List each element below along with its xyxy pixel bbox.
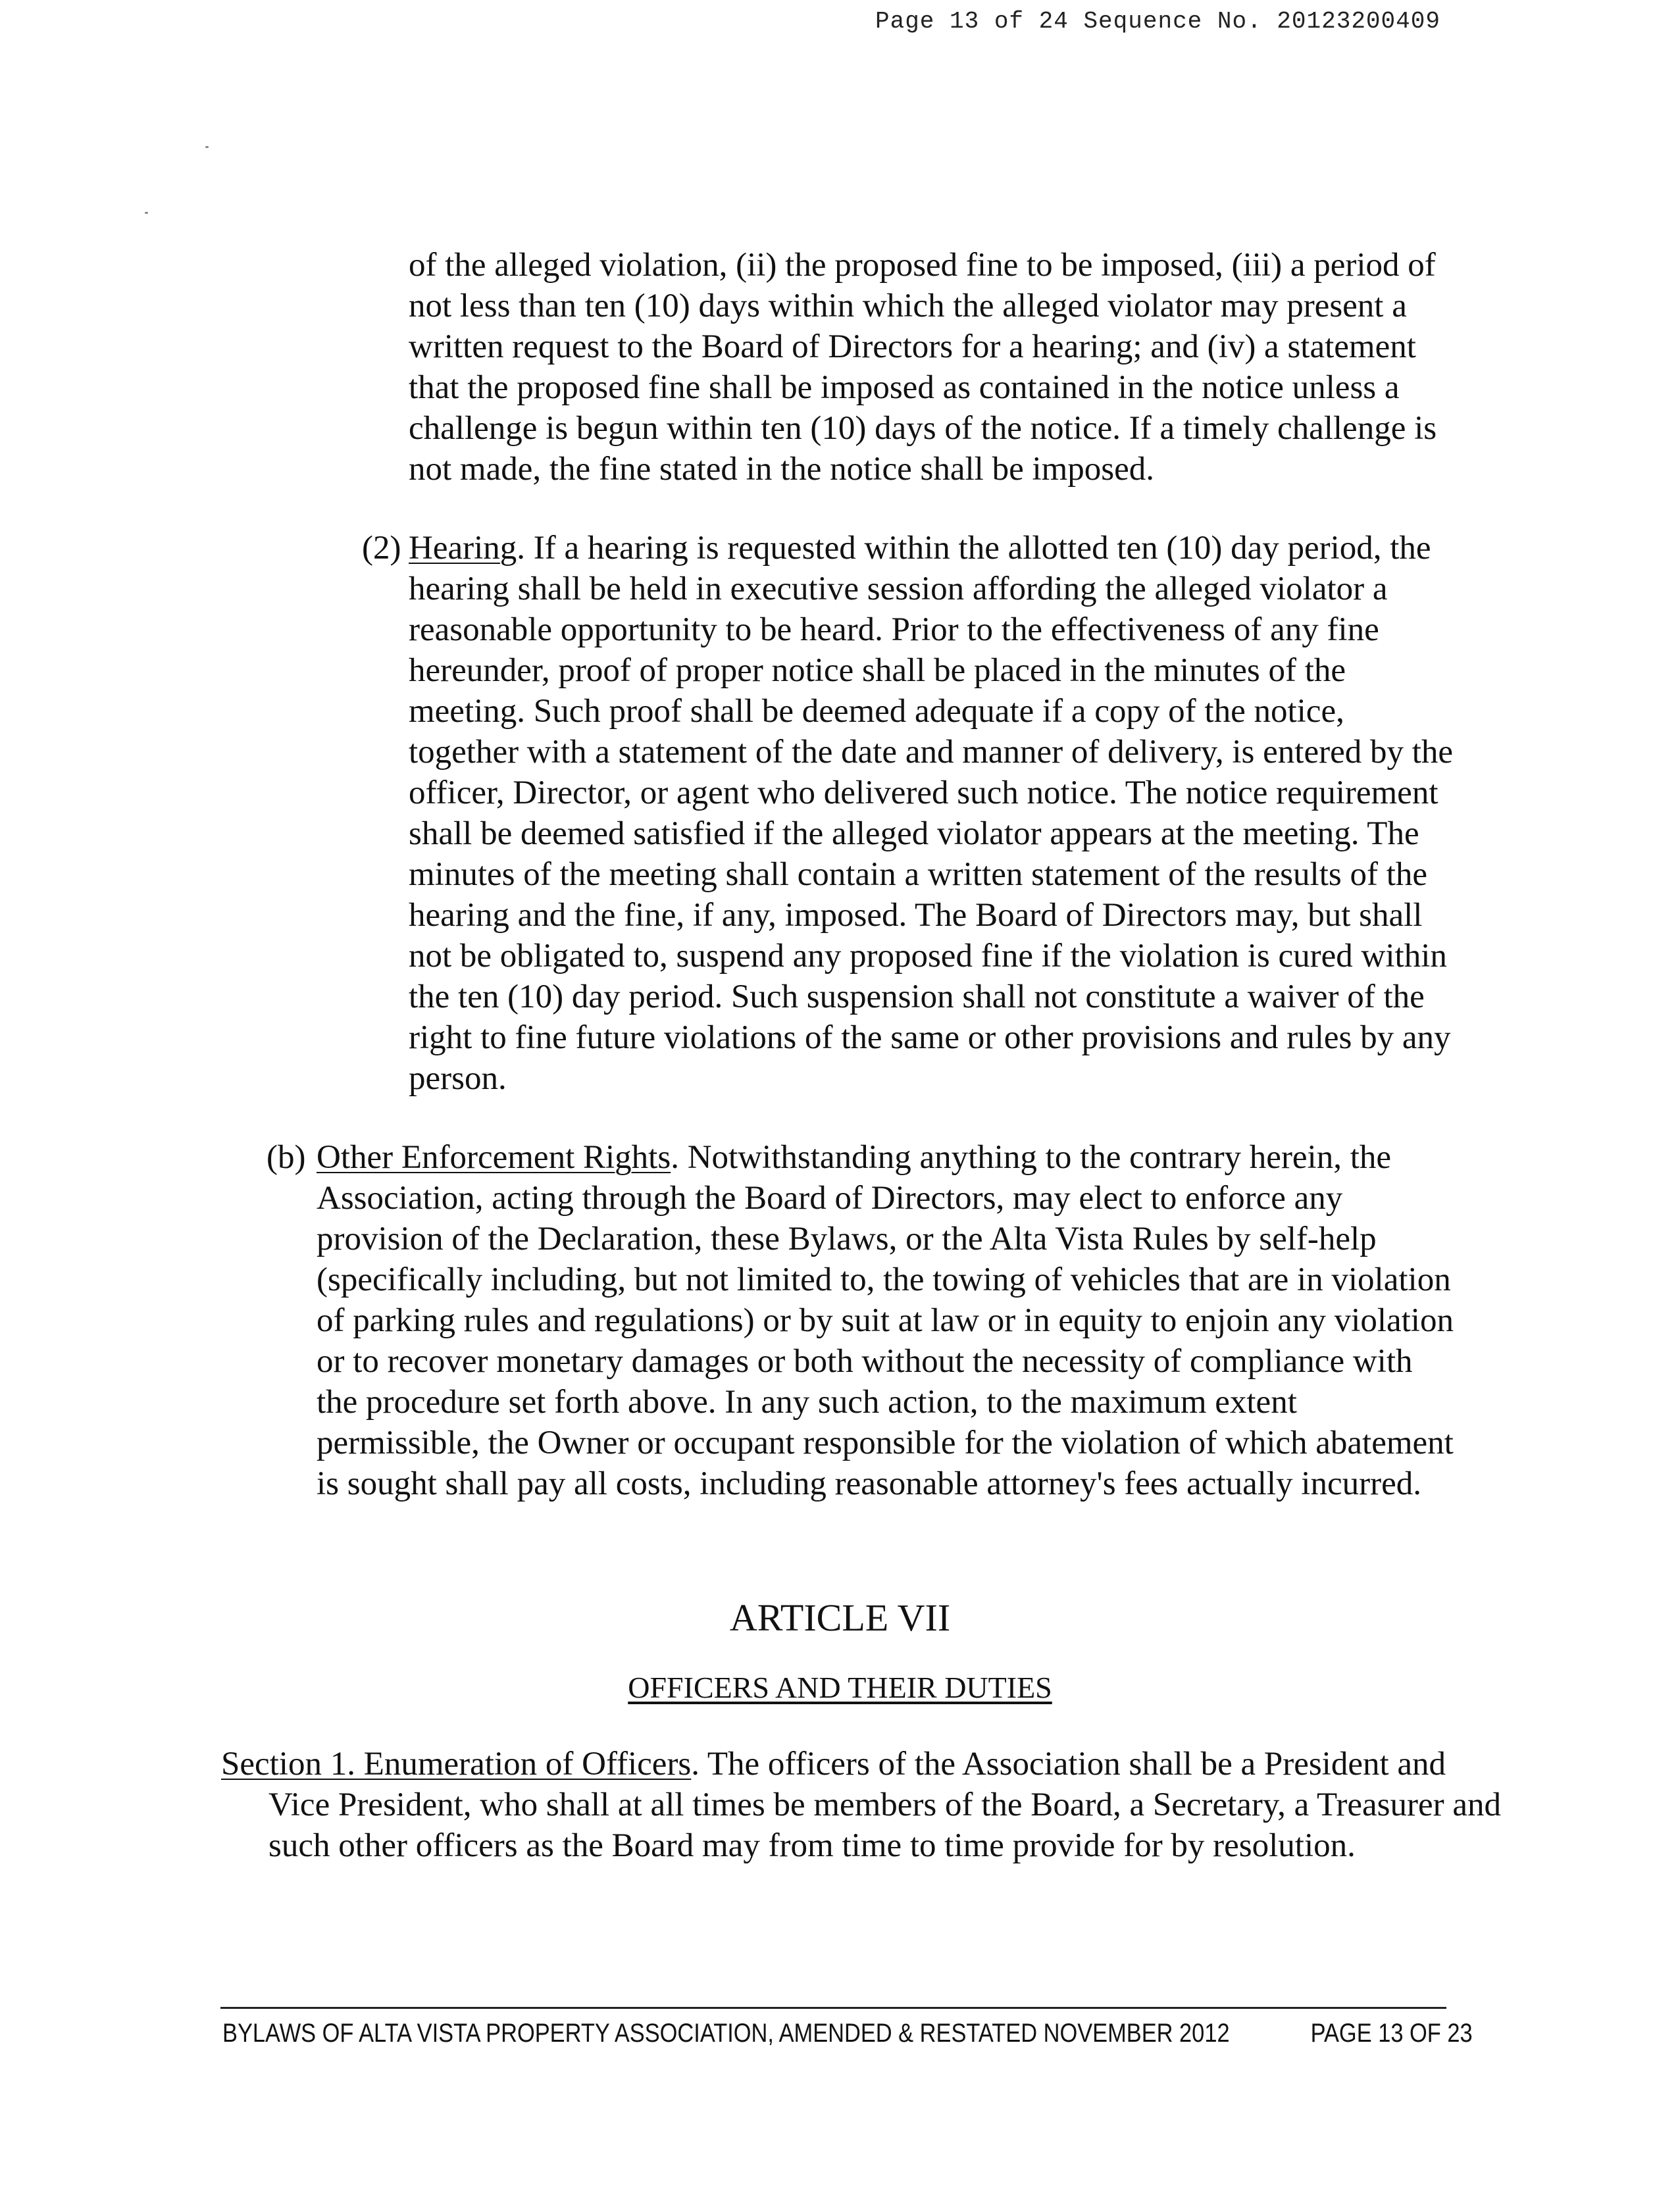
other-enforcement-text: . Notwithstanding anything to the contrary herein, the Association, acting through the Board of Directors, may elect to enforce any provision of the Declaration, these Bylaws, or the Alta Vista Rules by self-help (specifically including, but not limited to, the towing of vehicles that are in violation of parking rules and regulations) or by suit at law or in equity to enjoin any violation or to recover monetary damages or both without the necessity of compliance with the procedure set forth above. In any such action, to the maximum extent permissible, the Owner or occupant responsible for the violation of which abatement is sought shall pay all costs, including reasonable attorney's fees actually incurred. xyxy=(317,1139,1454,1502)
continuation-paragraph: of the alleged violation, (ii) the proposed fine to be imposed, (iii) a period of not less than ten (10) days within which the alleged violator may present a written request to the Board of Directors for a hearing; and (iv) a statement that the proposed fine shall be imposed as contained in the notice unless a challenge is begun within ten (10) days of the notice. If a timely challenge is not made, the fine stated in the notice shall be imposed. xyxy=(409,247,1437,488)
scan-speck xyxy=(145,212,148,214)
article-subtitle: OFFICERS AND THEIR DUTIES xyxy=(628,1671,1052,1704)
other-enforcement-heading: Other Enforcement Rights xyxy=(317,1139,671,1176)
article-title: ARTICLE VII xyxy=(729,1596,951,1639)
footer-document-title: BYLAWS OF ALTA VISTA PROPERTY ASSOCIATION, AMENDED & RESTATED NOVEMBER 2012 xyxy=(222,2019,1230,2048)
hearing-marker: (2) xyxy=(362,530,401,567)
scan-speck xyxy=(205,146,209,148)
other-enforcement-paragraph xyxy=(317,1137,1462,1504)
section1-heading: Section 1. Enumeration of Officers xyxy=(221,1746,692,1783)
hearing-paragraph xyxy=(409,528,1462,1099)
section1-paragraph xyxy=(221,1744,1509,1866)
hearing-heading: Hearing xyxy=(409,530,517,567)
hearing-text: . If a hearing is requested within the allotted ten (10) day period, the hearing shall be held in executive session affording the alleged violator a reasonable opportunity to be heard. Prior to the effectiveness of any fine hereunder, proof of proper notice shall be placed in the minutes of the meeting. Such proof shall be deemed adequate if a copy of the notice, together with a statement of the date and manner of delivery, is entered by the officer, Director, or agent who delivered such notice. The notice requirement shall be deemed satisfied if the alleged violator appears at the meeting. The minutes of the meeting shall contain a written statement of the results of the hearing and the fine, if any, imposed. The Board of Directors may, but shall not be obligated to, suspend any proposed fine if the violation is cured within the ten (10) day period. Such suspension shall not constitute a waiver of the right to fine future violations of the same or other provisions and rules by any person. xyxy=(409,530,1454,1097)
section1-text: . The officers of the Association shall be a President and Vice President, who shall at all times be members of the Board, a Secretary, a Treasurer and such other officers as the Board may from time to time provide for by resolution. xyxy=(268,1746,1501,1864)
footer-divider xyxy=(220,2007,1446,2009)
other-enforcement-marker: (b) xyxy=(267,1139,306,1176)
footer-page-number: PAGE 13 OF 23 xyxy=(1310,2019,1473,2048)
page-header-stamp: Page 13 of 24 Sequence No. 20123200409 xyxy=(875,8,1440,35)
